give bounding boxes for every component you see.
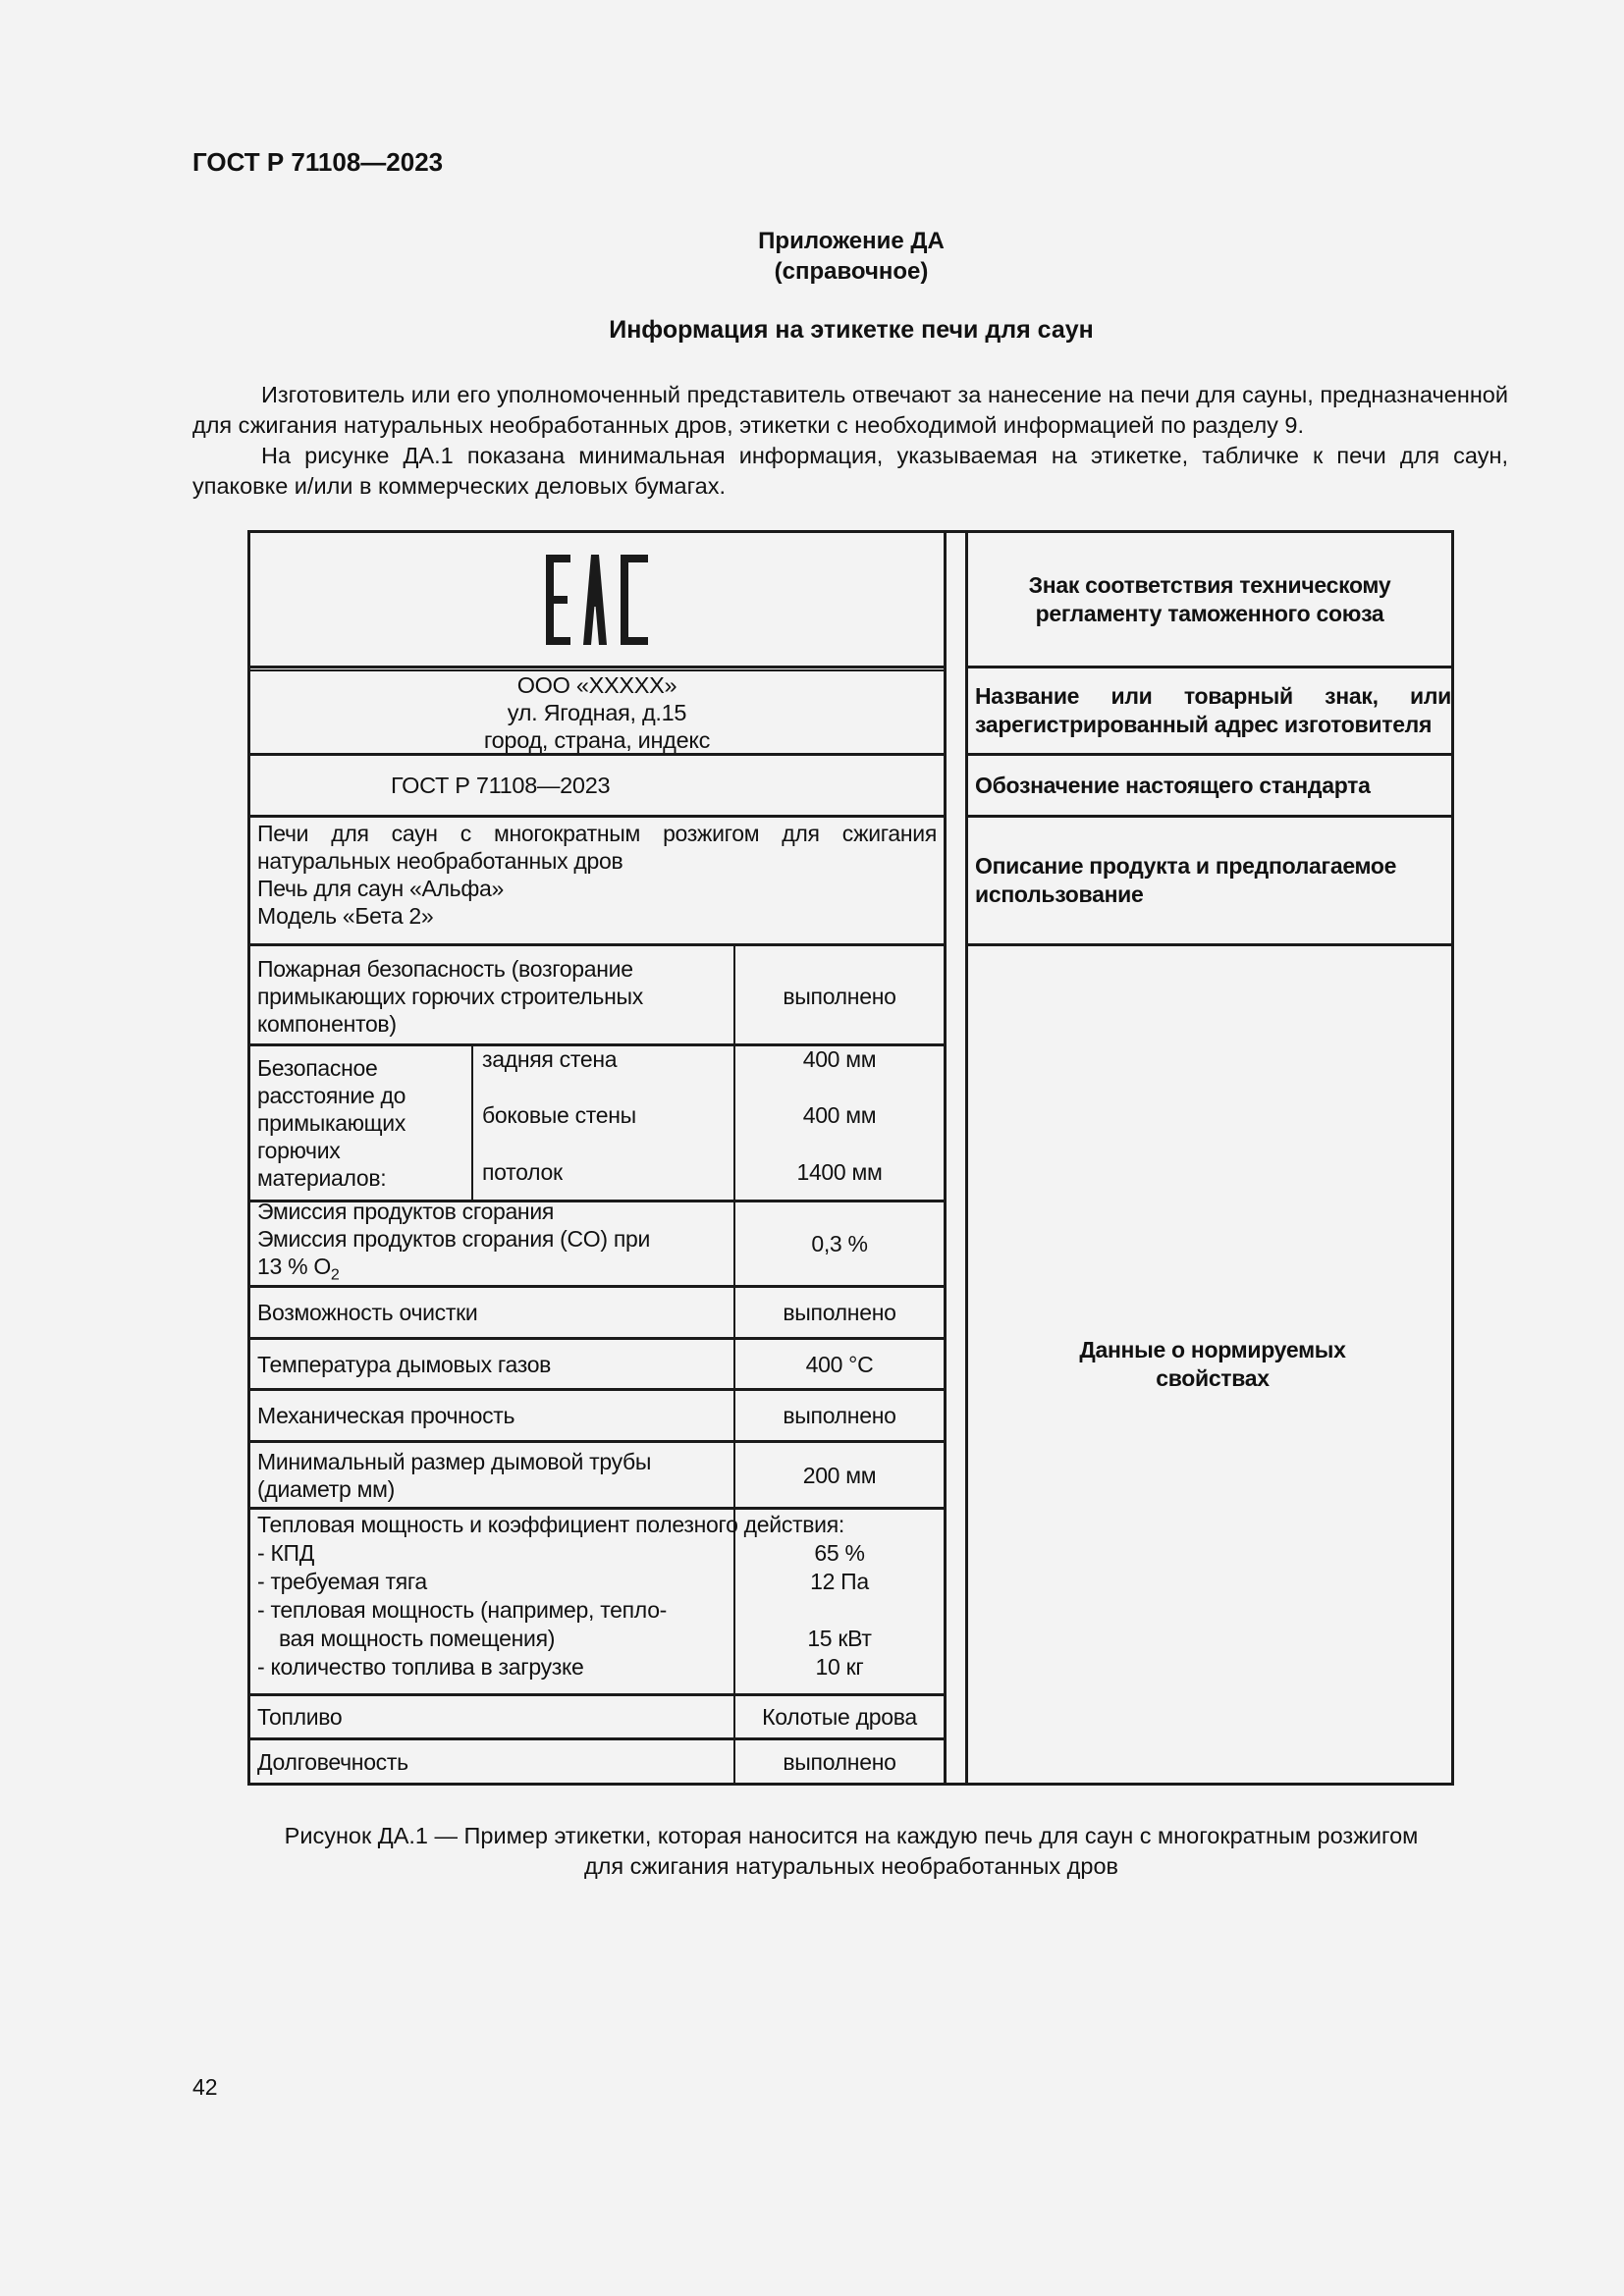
annotation-manufacturer: Название или товарный знак, или зарегистрированный адрес изготовителя (975, 683, 1451, 737)
cleaning-value: выполнено (783, 1300, 896, 1325)
manufacturer-name: ООО «XXXXX» (516, 671, 677, 698)
manufacturer-cell (250, 671, 944, 753)
divider (247, 1507, 947, 1510)
eac-mark-icon (546, 555, 648, 645)
caption-line-2: для сжигания натуральных необработанных дров (583, 1853, 1119, 1879)
paragraph (192, 441, 1508, 502)
product-description-cell (257, 818, 937, 945)
safe-distance-names (482, 1046, 730, 1200)
kpd-label: - КПД (257, 1540, 315, 1566)
fuel-load-row (257, 1653, 945, 1682)
appendix-title: Приложение ДА (758, 228, 945, 254)
emission-value: 0,3 % (811, 1231, 868, 1256)
paragraph-text: Изготовитель или его уполномоченный представитель отвечают за нанесение на печи для сауны, предназначенной для сжигания натуральных необработанных дров, этикетки с необходимой информацией по разделу 9. (192, 382, 1508, 438)
paragraph-text: На рисунке ДА.1 показана минимальная информация, указываемая на этикетке, табличке к печи для саун, упаковке и/или в коммерческих деловых бумагах. (192, 443, 1508, 499)
appendix-subtitle: (справочное) (774, 258, 929, 285)
durability-label: Долговечность (257, 1748, 408, 1775)
draft-row (257, 1568, 945, 1596)
distance-side-walls: боковые стены (482, 1102, 636, 1128)
chimney-label: Минимальный размер дымовой трубы (диаметр мм) (257, 1448, 652, 1502)
emission-line-1: Эмиссия продуктов сгорания (257, 1199, 555, 1225)
divider (247, 666, 947, 668)
figure-caption (0, 1821, 1624, 1882)
distance-back-wall: задняя стена (482, 1046, 618, 1072)
flue-temp-label: Температура дымовых газов (257, 1351, 552, 1377)
annotation-standard: Обозначение настоящего стандарта (975, 772, 1371, 798)
caption-line-1: Рисунок ДА.1 — Пример этикетки, которая наносится на каждую печь для саун с многократным розжигом (284, 1823, 1419, 1848)
manufacturer-street: ул. Ягодная, д.15 (507, 699, 687, 725)
kpd-row (257, 1539, 945, 1568)
product-model: Модель «Бета 2» (257, 903, 434, 929)
heat-row (257, 1596, 945, 1653)
distance-back-wall-value: 400 мм (802, 1046, 877, 1072)
frame-bottom (247, 1783, 1454, 1786)
page-number: 42 (192, 2074, 218, 2100)
durability-value: выполнено (783, 1748, 896, 1775)
power-block (257, 1511, 945, 1682)
section-title: Информация на этикетке печи для саун (609, 316, 1094, 344)
annotation-properties: Данные о нормируемых свойствах (1079, 1337, 1346, 1391)
cleaning-label: Возможность очистки (257, 1300, 478, 1325)
draft-value: 12 Па (810, 1569, 869, 1594)
fire-safety-value: выполнено (783, 983, 896, 1009)
eac-mark-cell (250, 533, 944, 666)
annotation-description: Описание продукта и предполагаемое использование (975, 853, 1397, 907)
fuel-value: Колотые дрова (762, 1704, 917, 1730)
heat-label-2: вая мощность помещения) (279, 1626, 556, 1651)
frame-right (1451, 530, 1454, 1786)
heat-value: 15 кВт (807, 1626, 872, 1651)
fuel-load-label: - количество топлива в загрузке (257, 1654, 584, 1680)
annotation-left-border (965, 530, 968, 1786)
distance-ceiling: потолок (482, 1159, 563, 1185)
emission-line-3 (257, 1253, 729, 1290)
document-code: ГОСТ Р 71108—2023 (192, 147, 444, 177)
emission-o2-subscript: 2 (330, 1266, 340, 1284)
fuel-load-value: 10 кг (815, 1654, 864, 1680)
emission-o2-text: 13 % O (257, 1254, 331, 1280)
safe-distance-values (735, 1046, 944, 1200)
standard-cell: ГОСТ Р 71108—2023 (391, 773, 611, 798)
annotation-conformity-mark: Знак соответствия техническому регламенту таможенного союза (1028, 571, 1391, 626)
paragraph (192, 380, 1508, 441)
distance-column-border (471, 1043, 473, 1201)
fire-safety-label: Пожарная безопасность (возгорание примыкающих горючих строительных компонентов) (257, 955, 643, 1037)
emission-label (257, 1199, 729, 1285)
product-name: Печь для саун «Альфа» (257, 876, 504, 901)
distance-side-walls-value: 400 мм (802, 1102, 877, 1128)
strength-label: Механическая прочность (257, 1403, 515, 1428)
power-title: Тепловая мощность и коэффициент полезного действия: (257, 1512, 844, 1537)
product-description: Печи для саун с многократным розжигом для сжигания натуральных необработанных дров (257, 821, 937, 874)
chimney-value: 200 мм (802, 1462, 877, 1488)
distance-ceiling-value: 1400 мм (796, 1159, 883, 1185)
appendix-heading (0, 226, 1624, 287)
emission-line-2: Эмиссия продуктов сгорания (CO) при (257, 1226, 651, 1253)
strength-value: выполнено (783, 1403, 896, 1428)
safe-distance-label: Безопасное расстояние до примыкающих горючих материалов: (257, 1055, 406, 1191)
kpd-value: 65 % (814, 1540, 865, 1566)
heat-label-1: - тепловая мощность (например, тепло- (257, 1597, 668, 1623)
flue-temp-value: 400 °C (805, 1351, 874, 1377)
fuel-label: Топливо (257, 1704, 343, 1730)
draft-label: - требуемая тяга (257, 1569, 427, 1594)
manufacturer-city: город, страна, индекс (483, 726, 711, 753)
